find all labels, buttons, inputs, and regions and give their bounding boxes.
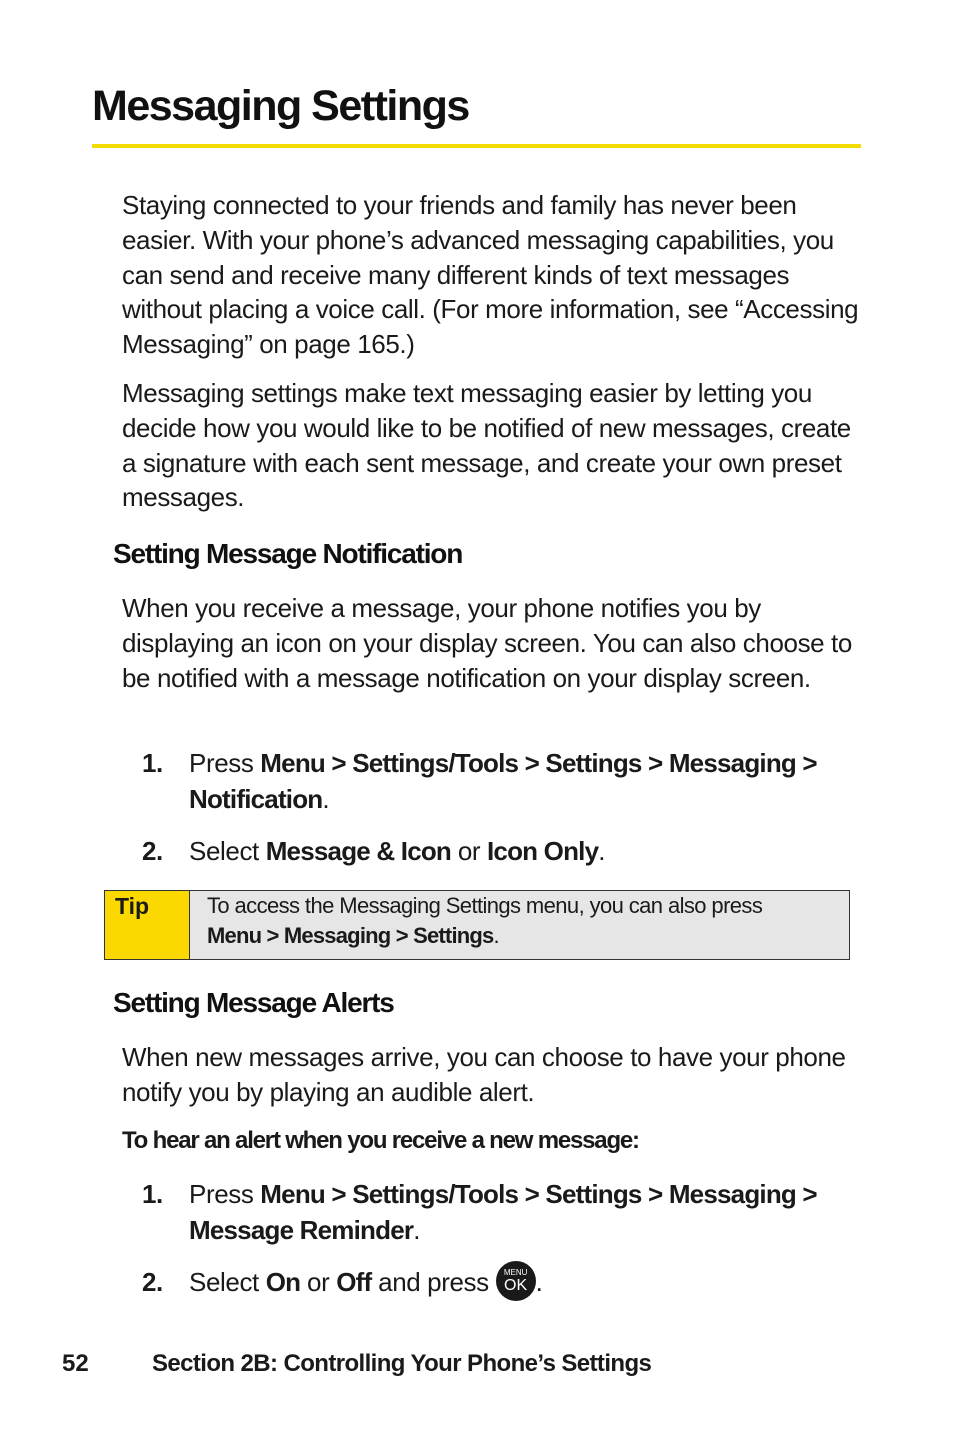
step-text: Select On or Off and press MENU OK . [189, 1264, 839, 1304]
option-off: Off [336, 1267, 372, 1297]
option-on: On [265, 1267, 301, 1297]
step-number: 1. [142, 748, 163, 778]
step-number: 1. [142, 1179, 163, 1209]
step-number: 2. [142, 1267, 163, 1297]
page-title: Messaging Settings [92, 82, 469, 130]
alerts-subheading: To hear an alert when you receive a new message: [122, 1127, 639, 1154]
tip-text: To access the Messaging Settings menu, you can also press Menu > Messaging > Settings. [207, 893, 763, 948]
section-heading-alerts: Setting Message Alerts [113, 987, 394, 1018]
tip-box [104, 890, 850, 960]
tip-menu-path: Menu > Messaging > Settings [207, 923, 494, 948]
menu-path: Menu > Settings/Tools > Settings > Messaging > Message Reminder [189, 1179, 817, 1245]
tip-label: Tip [105, 891, 190, 959]
page-number: 52 [62, 1350, 89, 1377]
step-text: Select Message & Icon or Icon Only. [189, 836, 606, 866]
step-text: Press Menu > Settings/Tools > Settings > Messaging > Notification. [189, 748, 817, 814]
menu-path: Menu > Settings/Tools > Settings > Messaging > Notification [189, 748, 817, 814]
alerts-paragraph: When new messages arrive, you can choose to have your phone notify you by playing an audible alert. [122, 1042, 846, 1107]
menu-ok-key-icon: MENU OK [496, 1261, 536, 1301]
step-text: Press Menu > Settings/Tools > Settings > Messaging > Message Reminder. [189, 1179, 817, 1245]
option-icon-only: Icon Only [487, 836, 599, 866]
notification-paragraph: When you receive a message, your phone notifies you by displaying an icon on your display screen. You can also choose to be notified with a message notification on your display screen. [122, 593, 852, 693]
intro-paragraph-1: Staying connected to your friends and family has never been easier. With your phone’s advanced messaging capabilities, you can send and receive many different kinds of text messages without placing a voice call. (For more information, see “Accessing Messaging” on page 165.) [122, 190, 859, 360]
title-rule [92, 144, 861, 148]
intro-paragraph-2: Messaging settings make text messaging easier by letting you decide how you would like to be notified of new messages, create a signature with each sent message, and create your own preset messages. [122, 378, 851, 513]
section-heading-notification: Setting Message Notification [113, 538, 463, 569]
step-number: 2. [142, 836, 163, 866]
footer-section-title: Section 2B: Controlling Your Phone’s Settings [152, 1350, 652, 1377]
option-message-icon: Message & Icon [265, 836, 452, 866]
